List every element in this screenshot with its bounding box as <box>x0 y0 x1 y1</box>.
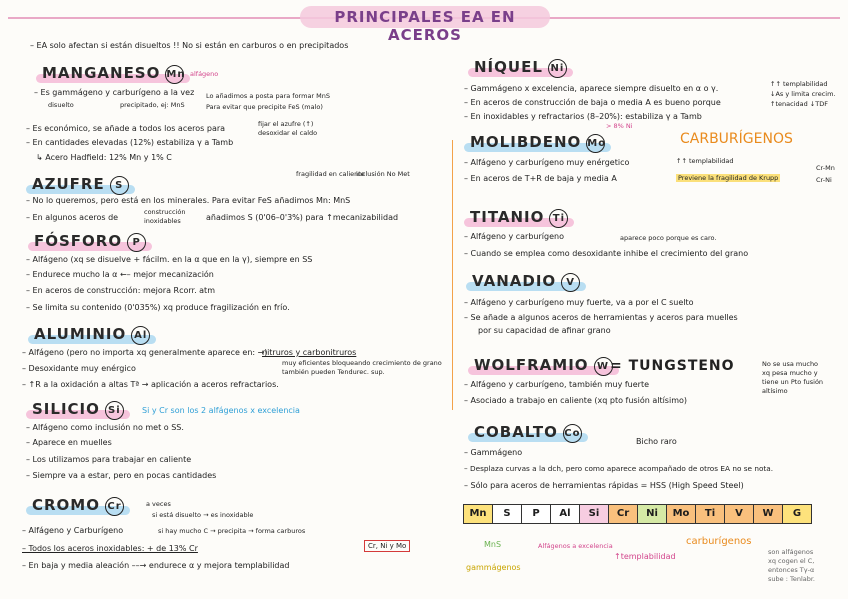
heading-fosforo <box>30 232 150 252</box>
mn-line-3: – En cantidades elevadas (12%) estabiliza γ a Tamb <box>26 138 234 147</box>
v-line-1: – Alfágeno y carburígeno muy fuerte, va a por el C suelto <box>464 298 694 307</box>
symbol-circle: Si <box>105 401 124 420</box>
s-line-2-end: añadimos S (0'06–0'3%) para ↑mecanizabilidad <box>206 213 399 222</box>
table-mns: MnS <box>484 540 502 549</box>
table-note-2: xq cogen el C, <box>768 557 815 565</box>
s-inoxidables: inoxidables <box>144 217 181 225</box>
w-note-4: altísimo <box>762 387 788 395</box>
ti-line-1: – Alfágeno y carburígeno <box>464 232 564 241</box>
cell-p: P <box>522 505 551 523</box>
ni-8pct: > 8% Ni <box>606 122 633 130</box>
heading-text: MOLIBDENO <box>470 133 582 151</box>
heading-text: COBALTO <box>474 423 558 441</box>
v-line-3: por su capacidad de afinar grano <box>478 326 611 335</box>
symbol-circle: S <box>110 176 129 195</box>
w-note-3: tiene un Pto fusión <box>762 378 824 386</box>
s-line-1: – No lo queremos, pero está en los minerales. Para evitar FeS añadimos Mn: MnS <box>26 196 351 205</box>
heading-text: WOLFRAMIO <box>474 356 589 374</box>
heading-text: AZUFRE <box>32 175 105 193</box>
si-line-4: – Siempre va a estar, pero en pocas cantidades <box>26 471 217 480</box>
mo-crmn: Cr-Mn <box>816 164 835 172</box>
symbol-circle: W <box>594 357 613 376</box>
s-line-2: – En algunos aceros de <box>26 213 119 222</box>
symbol-circle: Al <box>131 326 150 345</box>
cell-g: G <box>783 505 811 523</box>
si-line-3: – Los utilizamos para trabajar en caliente <box>26 455 192 464</box>
symbol-circle: V <box>561 273 580 292</box>
w-note-1: No se usa mucho <box>762 360 819 368</box>
v-line-2: – Se añade a algunos aceros de herramientas y aceros para muelles <box>464 313 738 322</box>
mn-fijar: fijar el azufre (↑) <box>258 120 314 128</box>
heading-titanio <box>466 208 572 228</box>
ni-right-3: ↑tenacidad ↓TDF <box>770 100 828 108</box>
co-line-1: – Gammágeno <box>464 448 523 457</box>
intro-note: – EA solo afectan si están disueltos !! No si están en carburos o en precipitados <box>30 41 349 50</box>
table-note-4: sube : Tenlabr. <box>768 575 815 583</box>
si-note: Si y Cr son los 2 alfágenos x excelencia <box>142 406 300 415</box>
mn-line-1 <box>34 88 194 97</box>
p-line-1: – Alfágeno (xq se disuelve + fácilm. en la α que en la γ), siempre en SS <box>26 255 313 264</box>
al-nitruros: nitruros y carbonitruros <box>262 348 357 357</box>
mn-line-4: ↳ Acero Hadfield: 12% Mn y 1% C <box>36 153 172 162</box>
ni-line-1: – Gammágeno x excelencia, aparece siempre disuelto en α o γ. <box>464 84 719 93</box>
p-line-2: – Endurece mucho la α ←– mejor mecanización <box>26 270 214 279</box>
s-note-inclusion: inclusión No Met <box>356 170 410 178</box>
symbol-circle: Mn <box>165 65 184 84</box>
heading-text: MANGANESO <box>42 64 161 82</box>
heading-azufre <box>28 175 133 195</box>
symbol-circle: Cr <box>105 497 124 516</box>
mo-templabilidad: ↑↑ templabilidad <box>676 157 734 165</box>
al-line-2: – Desoxidante muy enérgico <box>22 364 136 373</box>
symbol-circle: Ti <box>549 209 568 228</box>
heading-silicio <box>28 400 128 420</box>
heading-text: TITANIO <box>470 208 545 226</box>
carburigenos-label: CARBURÍGENOS <box>680 131 793 147</box>
mn-precipitado: precipitado, ej: MnS <box>120 101 185 109</box>
s-note-frag: fragilidad en caliente <box>296 170 365 178</box>
table-alfagenos: Alfágenos a excelencia <box>538 542 613 550</box>
cr-line-1: – Alfágeno y Carburígeno <box>22 526 124 535</box>
si-line-2: – Aparece en muelles <box>26 438 112 447</box>
cr-line-2: – Todos los aceros inoxidables: + de 13% Cr <box>22 544 198 553</box>
co-line-3: – Sólo para aceros de herramientas rápidas = HSS (High Speed Steel) <box>464 481 744 490</box>
p-line-4: – Se limita su contenido (0'035%) xq produce fragilización en frío. <box>26 303 290 312</box>
heading-niquel <box>470 58 571 78</box>
table-note-3: entonces Tγ-α <box>768 566 815 574</box>
al-line-1: – Alfágeno (pero no importa xq generalmente aparece en: →) <box>22 348 268 357</box>
cell-si: Si <box>580 505 609 523</box>
al-line-3: – ↑R a la oxidación a altas Tª → aplicación a aceros refractarios. <box>22 380 279 389</box>
heading-aluminio <box>30 325 154 345</box>
cell-s: S <box>493 505 522 523</box>
mn-bracket-2: Para evitar que precipite FeS (malo) <box>206 103 323 111</box>
cell-ti: Ti <box>696 505 725 523</box>
cell-v: V <box>725 505 754 523</box>
cell-mn: Mn <box>464 505 493 523</box>
symbol-circle: Mo <box>586 134 605 153</box>
symbol-circle: Co <box>563 424 582 443</box>
mn-line-2: – Es económico, se añade a todos los aceros para <box>26 124 226 133</box>
cell-al: Al <box>551 505 580 523</box>
mn-disuelto: disuelto <box>48 101 74 109</box>
si-line-1: – Alfágeno como inclusión no met o SS. <box>26 423 184 432</box>
carburigenos-bracket <box>452 140 453 410</box>
cr-ni-mo-box: Cr, Ni y Mo <box>364 540 410 552</box>
al-note-2: también pueden Tendurec. sup. <box>282 368 385 376</box>
heading-cobalto <box>470 423 586 443</box>
heading-wolframio <box>470 356 617 376</box>
cr-note-1: si está disuelto → es inoxidable <box>152 511 254 519</box>
co-note: Bicho raro <box>636 437 677 446</box>
heading-cromo <box>28 496 128 516</box>
table-carburigenos: carburígenos <box>686 536 752 547</box>
heading-text: SILICIO <box>32 400 100 418</box>
mo-crni: Cr-Ni <box>816 176 832 184</box>
ni-right-1: ↑↑ templabilidad <box>770 80 828 88</box>
mo-krupp: Previene la fragilidad de Krupp <box>678 174 779 182</box>
ni-line-2: – En aceros de construcción de baja o media A es bueno porque <box>464 98 721 107</box>
heading-text: FÓSFORO <box>34 232 123 250</box>
cell-mo: Mo <box>667 505 696 523</box>
element-table <box>463 504 812 524</box>
w-note-2: xq pesa mucho y <box>762 369 818 377</box>
ni-line-3: – En inoxidables y refractarios (8–20%): estabiliza γ a Tamb <box>464 112 702 121</box>
heading-vanadio <box>468 272 584 292</box>
w-line-1: – Alfágeno y carburígeno, también muy fuerte <box>464 380 650 389</box>
symbol-circle: Ni <box>548 59 567 78</box>
mn-desoxidar: desoxidar el caldo <box>258 129 318 137</box>
ti-note: aparece poco porque es caro. <box>620 234 717 242</box>
w-line-2: – Asociado a trabajo en caliente (xq pto fusión altísimo) <box>464 396 688 405</box>
co-line-2: – Desplaza curvas a la dch, pero como aparece acompañado de otros EA no se nota. <box>464 464 774 473</box>
mo-line-2: – En aceros de T+R de baja y media A <box>464 174 617 183</box>
table-templabilidad: ↑templabilidad <box>614 552 676 561</box>
cell-cr: Cr <box>609 505 638 523</box>
heading-manganeso <box>38 64 188 84</box>
cr-note-0: a veces <box>146 500 171 508</box>
tungsteno-label: = TUNGSTENO <box>610 358 735 374</box>
mn-line-1-text: – Es gammágeno y carburígeno a la vez <box>34 88 195 97</box>
s-construccion: construcción <box>144 208 186 216</box>
page-title: PRINCIPALES EA EN ACEROS <box>334 8 516 44</box>
heading-text: ALUMINIO <box>34 325 127 343</box>
cr-line-1b: si hay mucho C → precipita → forma carburos <box>158 527 306 535</box>
ni-right-2: ↓As y limita crecim. <box>770 90 836 98</box>
heading-text: VANADIO <box>472 272 557 290</box>
mn-bracket-1: Lo añadimos a posta para formar MnS <box>206 92 331 100</box>
mo-line-1: – Alfágeno y carburígeno muy enérgetico <box>464 158 630 167</box>
heading-text: CROMO <box>32 496 100 514</box>
ti-line-2: – Cuando se emplea como desoxidante inhibe el crecimiento del grano <box>464 249 749 258</box>
al-note-1: muy eficientes bloqueando crecimiento de grano <box>282 359 442 367</box>
symbol-circle: P <box>127 233 146 252</box>
table-gammagenos: gammágenos <box>466 563 521 572</box>
heading-text: NÍQUEL <box>474 58 543 76</box>
heading-molibdeno <box>466 133 609 153</box>
cr-line-3: – En baja y media aleación ––→ endurece α y mejora templabilidad <box>22 561 290 570</box>
alfageno-tag: alfágeno <box>190 70 219 78</box>
cell-ni: Ni <box>638 505 667 523</box>
cell-w: W <box>754 505 783 523</box>
table-note-1: son alfágenos <box>768 548 814 556</box>
p-line-3: – En aceros de construcción: mejora Rcorr. atm <box>26 286 215 295</box>
